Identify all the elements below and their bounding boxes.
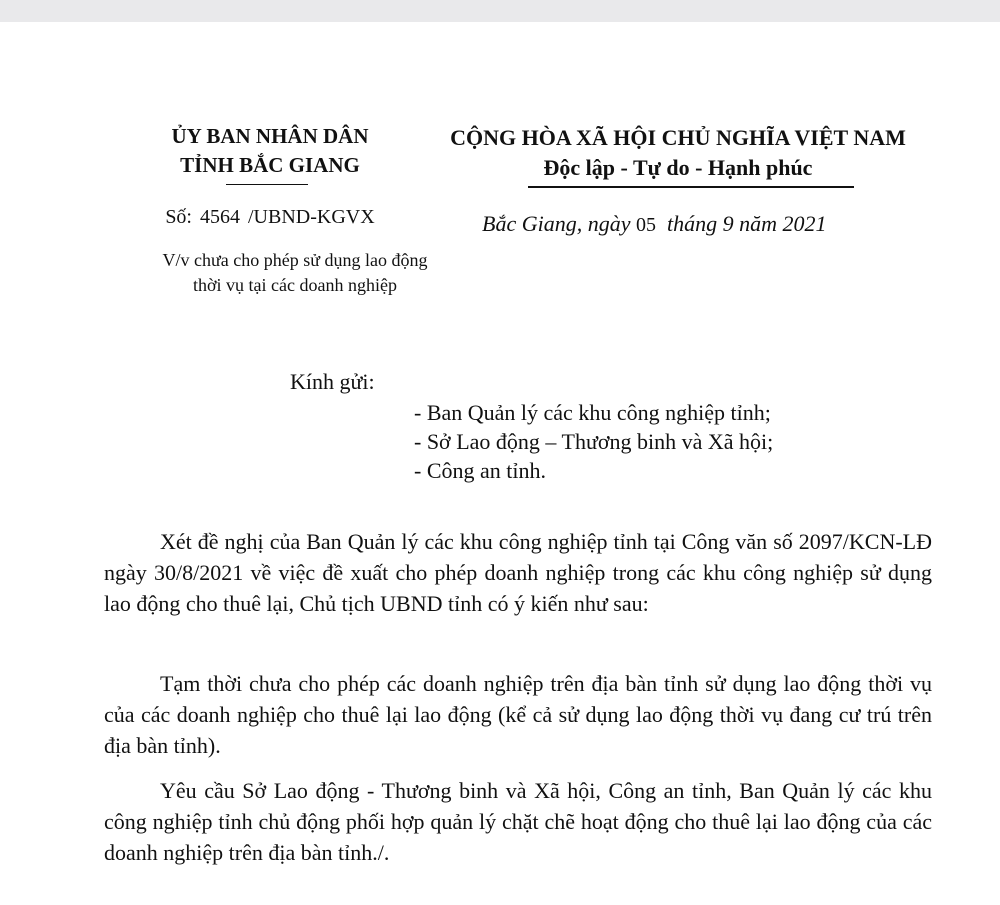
date-day: 05 (635, 214, 656, 236)
body-paragraph-3: Yêu cầu Sở Lao động - Thương binh và Xã hội, Công an tỉnh, Ban Quản lý các khu công nghiệp tỉnh chủ động phối hợp quản lý chặt chẽ hoạt động cho thuê lại lao động của các doanh nghiệp trên địa bàn tỉnh./. (104, 778, 932, 865)
issue-date (482, 211, 826, 237)
agency-underline (226, 184, 308, 185)
document-subject (145, 248, 445, 298)
subject-line2: thời vụ tại các doanh nghiệp (193, 275, 397, 295)
doc-number-prefix: Số: (165, 206, 192, 228)
date-prefix: Bắc Giang, ngày (482, 211, 631, 236)
recipient-item: - Công an tỉnh. (414, 458, 546, 483)
recipient-item: - Ban Quản lý các khu công nghiệp tỉnh; (414, 400, 771, 425)
national-motto: Độc lập - Tự do - Hạnh phúc (543, 155, 813, 180)
national-title: CỘNG HÒA XÃ HỘI CHỦ NGHĨA VIỆT NAM (450, 125, 906, 150)
body-paragraph-1: Xét đề nghị của Ban Quản lý các khu công nghiệp tỉnh tại Công văn số 2097/KCN-LĐ ngày 30/8/2021 về việc đề xuất cho phép doanh nghiệp trong các khu công nghiệp sử dụng lao động cho thuê lại, Chủ tịch UBND tỉnh có ý kiến như sau: (104, 529, 932, 616)
recipient-list (414, 398, 773, 485)
viewer-top-band (0, 0, 1000, 22)
salutation: Kính gửi: (290, 369, 375, 394)
doc-number-value: 4564 (200, 206, 240, 228)
body-paragraph-2: Tạm thời chưa cho phép các doanh nghiệp trên địa bàn tỉnh sử dụng lao động thời vụ của các doanh nghiệp cho thuê lại lao động (kể cả sử dụng lao động thời vụ đang cư trú trên địa bàn tỉnh). (104, 671, 932, 758)
issuing-agency-line1: ỦY BAN NHÂN DÂN (171, 124, 369, 148)
issuing-agency-line2: TỈNH BẮC GIANG (180, 153, 360, 177)
document-number (145, 206, 395, 229)
date-month-year: tháng 9 năm 2021 (666, 211, 827, 236)
doc-number-suffix: /UBND-KGVX (248, 206, 375, 228)
recipient-item: - Sở Lao động – Thương binh và Xã hội; (414, 429, 774, 454)
motto-underline (528, 186, 854, 188)
subject-line1: V/v chưa cho phép sử dụng lao động (162, 250, 428, 270)
